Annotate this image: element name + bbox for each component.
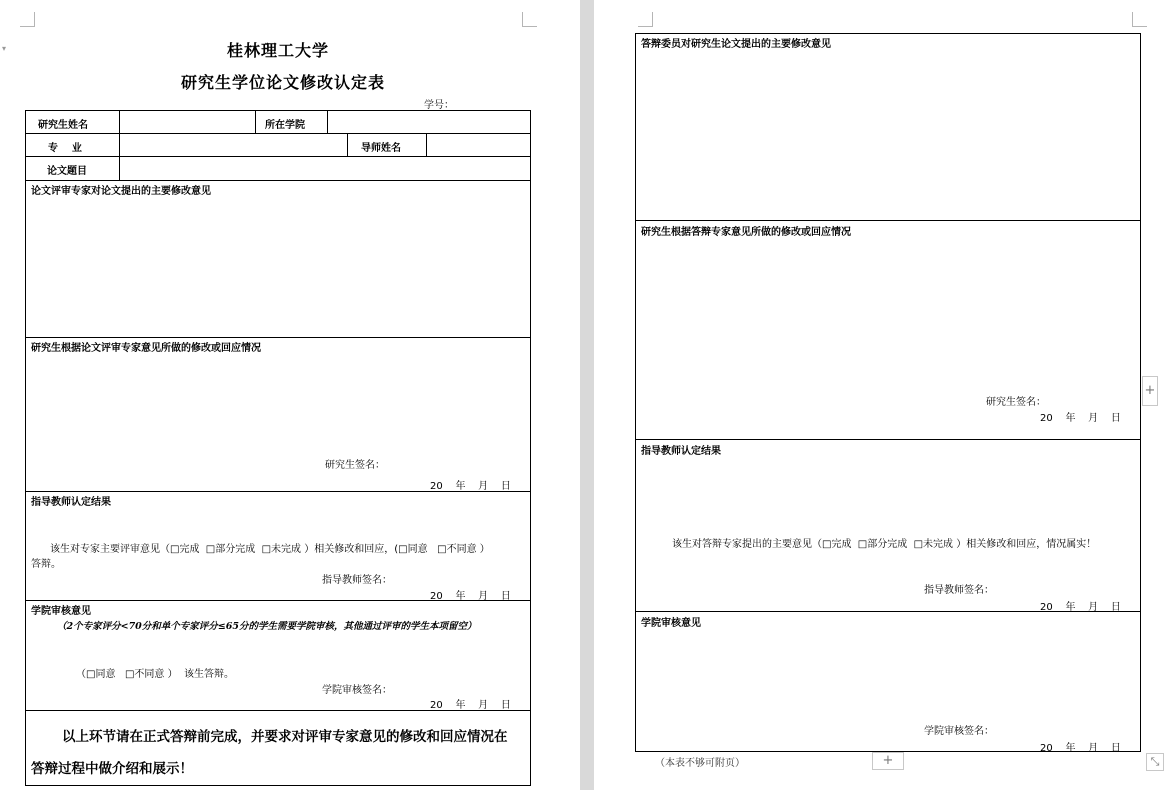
review-opinions-heading: 论文评审专家对论文提出的主要修改意见 bbox=[31, 186, 211, 197]
form-table bbox=[25, 110, 531, 786]
footer-instruction: 以上环节请在正式答辩前完成，并要求对评审专家意见的修改和回应情况在 bbox=[62, 729, 508, 745]
student-no-label: 学号： bbox=[424, 100, 454, 111]
date-line: 20 年 月 日 bbox=[430, 481, 511, 492]
student-name-field[interactable] bbox=[120, 111, 254, 132]
college-review-note: （2个专家评分<70分和单个专家评分≤65分的学生需要学院审核，其他通过评审的学生本项留空） bbox=[57, 621, 477, 632]
table-resize-handle[interactable] bbox=[1146, 753, 1164, 771]
footer-instruction-cont: 答辩过程中做介绍和展示！ bbox=[31, 761, 193, 777]
date-line: 20 年 月 日 bbox=[1040, 602, 1121, 613]
advisor-result-heading: 指导教师认定结果 bbox=[31, 497, 111, 508]
document-page-right bbox=[594, 0, 1174, 790]
thesis-title-field[interactable] bbox=[120, 157, 528, 179]
resize-icon: ⤡ bbox=[1150, 755, 1160, 768]
page-corner-mark bbox=[638, 12, 653, 27]
date-line: 20 年 月 日 bbox=[1040, 413, 1121, 424]
plus-icon: + bbox=[1144, 383, 1156, 398]
college-review-heading: 学院审核意见 bbox=[641, 618, 701, 629]
advisor-result-text: 该生对答辩专家提出的主要意见（□完成 □部分完成 □未完成 ）相关修改和回应，情况属实！ bbox=[672, 539, 1097, 550]
student-response-heading: 研究生根据答辩专家意见所做的修改或回应情况 bbox=[641, 227, 851, 238]
advisor-result-heading: 指导教师认定结果 bbox=[641, 446, 721, 457]
student-sign-label: 研究生签名： bbox=[325, 460, 385, 471]
major-field[interactable] bbox=[120, 134, 346, 155]
page-corner-mark bbox=[522, 12, 537, 27]
advisor-sign-label: 指导教师签名： bbox=[924, 585, 994, 596]
university-title: 桂林理工大学 bbox=[226, 41, 329, 60]
college-review-heading: 学院审核意见 bbox=[31, 606, 91, 617]
college-sign-label: 学院审核签名： bbox=[322, 685, 392, 696]
add-column-button[interactable] bbox=[1142, 376, 1158, 406]
student-sign-label: 研究生签名： bbox=[986, 397, 1046, 408]
page-corner-mark bbox=[1132, 12, 1147, 27]
date-line: 20 年 月 日 bbox=[1040, 743, 1121, 754]
college-label: 所在学院 bbox=[265, 120, 305, 131]
page-gutter bbox=[580, 0, 594, 790]
thesis-title-label: 论文题目 bbox=[47, 166, 87, 177]
form-title: 研究生学位论文修改认定表 bbox=[180, 73, 385, 92]
college-field[interactable] bbox=[328, 111, 528, 132]
attach-note: （本表不够可附页） bbox=[655, 758, 745, 769]
date-line: 20 年 月 日 bbox=[430, 700, 511, 711]
student-name-label: 研究生姓名 bbox=[38, 120, 88, 131]
chevron-down-icon[interactable]: ▾ bbox=[2, 44, 7, 53]
student-response-heading: 研究生根据论文评审专家意见所做的修改或回应情况 bbox=[31, 343, 261, 354]
advisor-sign-label: 指导教师签名： bbox=[322, 575, 392, 586]
committee-opinions-heading: 答辩委员对研究生论文提出的主要修改意见 bbox=[641, 39, 831, 50]
page-corner-mark bbox=[20, 12, 35, 27]
major-label: 专 业 bbox=[48, 143, 82, 154]
college-sign-label: 学院审核签名： bbox=[924, 726, 994, 737]
form-table-continued bbox=[635, 33, 1141, 752]
date-line: 20 年 月 日 bbox=[430, 591, 511, 602]
advisor-name-field[interactable] bbox=[427, 134, 529, 155]
document-page-left bbox=[0, 0, 580, 790]
advisor-result-text: 该生对专家主要评审意见（□完成 □部分完成 □未完成 ）相关修改和回应，(□同意 □不同意 ） bbox=[50, 544, 490, 555]
advisor-name-label: 导师姓名 bbox=[361, 143, 401, 154]
advisor-result-text-cont: 答辩。 bbox=[31, 559, 61, 570]
college-options: （□同意 □不同意 ） 该生答辩。 bbox=[76, 669, 234, 680]
add-row-button[interactable] bbox=[872, 752, 904, 770]
plus-icon: + bbox=[882, 753, 894, 768]
